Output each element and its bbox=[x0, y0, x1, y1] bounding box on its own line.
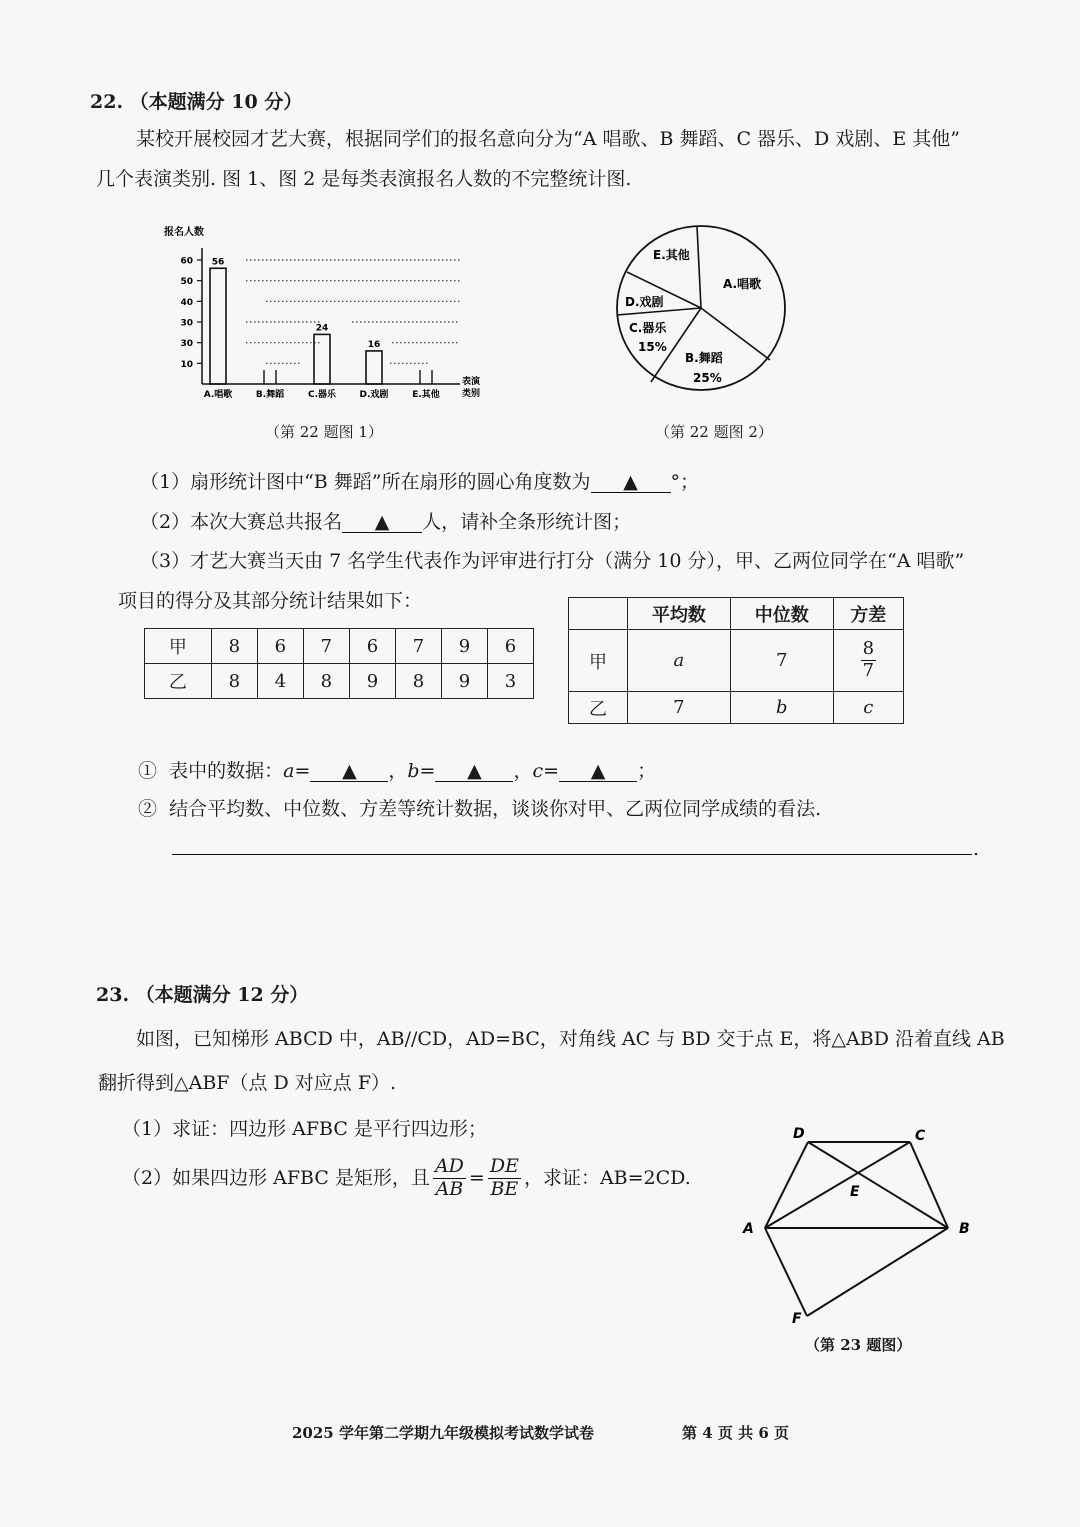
fig1-caption: （第 22 题图 1） bbox=[265, 423, 383, 441]
stat-row-jia bbox=[569, 630, 904, 692]
category-label: A.唱歌 bbox=[203, 390, 233, 400]
q22-part1-end: °； bbox=[670, 471, 700, 493]
x-axis-label-line1: 表演 bbox=[462, 377, 481, 387]
segment-bd bbox=[808, 1142, 948, 1228]
bar-chart-ylabel: 报名人数 bbox=[164, 227, 204, 238]
score-cell: 6 bbox=[349, 629, 395, 664]
stat-jia-mean: a bbox=[628, 630, 731, 692]
sub1-number: ① bbox=[138, 760, 158, 782]
fig2-caption: （第 22 题图 2） bbox=[655, 423, 773, 441]
sub1-b-blank[interactable]: ▲ bbox=[435, 762, 513, 782]
q22-intro-line1: 某校开展校园才艺大赛，根据同学们的报名意向分为“A 唱歌、B 舞蹈、C 器乐、D 戏剧、E 其他” bbox=[136, 128, 960, 150]
sub1-a-label: a= bbox=[283, 760, 311, 782]
category-label: C.器乐 bbox=[307, 390, 337, 400]
sub1-sep: ， bbox=[513, 760, 533, 782]
q22-part1-text: （1）扇形统计图中“B 舞蹈”所在扇形的圆心角度数为 bbox=[140, 471, 591, 493]
q22-part2-blank[interactable]: ▲ bbox=[342, 513, 422, 533]
pie-label-e: E.其他 bbox=[653, 248, 690, 262]
variance-denominator: 7 bbox=[862, 660, 875, 681]
point-label-d: D bbox=[793, 1126, 805, 1142]
frac2-numerator: DE bbox=[489, 1155, 519, 1177]
q23-part2-pre: （2）如果四边形 AFBC 是矩形，且 bbox=[122, 1166, 430, 1189]
score-cell: 7 bbox=[395, 629, 441, 664]
y-tick-label: 30 bbox=[180, 318, 193, 329]
pie-label-d: D.戏剧 bbox=[625, 295, 664, 309]
score-row-yi bbox=[145, 664, 534, 699]
stat-yi-variance: c bbox=[833, 692, 903, 724]
q23-line1: 如图，已知梯形 ABCD 中，AB//CD，AD=BC，对角线 AC 与 BD 交于点 E，将△ABD 沿着直线 AB bbox=[136, 1028, 1005, 1050]
score-row-jia bbox=[145, 629, 534, 664]
stat-yi-mean: 7 bbox=[628, 692, 731, 724]
segment-cb bbox=[910, 1142, 948, 1228]
variance-fraction bbox=[861, 639, 876, 681]
stat-jia-name: 甲 bbox=[569, 630, 628, 692]
category-label: B.舞蹈 bbox=[255, 390, 285, 400]
sub2-number: ② bbox=[138, 798, 158, 820]
point-label-a: A bbox=[743, 1221, 754, 1237]
point-label-b: B bbox=[959, 1221, 970, 1237]
y-tick-label: 40 bbox=[180, 297, 193, 308]
score-cell: 7 bbox=[303, 629, 349, 664]
point-label-c: C bbox=[915, 1128, 926, 1144]
stat-table bbox=[568, 597, 904, 724]
q22-intro-line2: 几个表演类别. 图 1、图 2 是每类表演报名人数的不完整统计图. bbox=[96, 168, 632, 190]
x-axis-label-line2: 类别 bbox=[462, 389, 481, 399]
sub2-text: 结合平均数、中位数、方差等统计数据，谈谈你对甲、乙两位同学成绩的看法. bbox=[169, 798, 822, 820]
y-tick-label: 60 bbox=[180, 256, 193, 267]
footer-page-number: 第 4 页 共 6 页 bbox=[682, 1424, 789, 1442]
q22-sub2 bbox=[138, 800, 821, 819]
stat-header-median: 中位数 bbox=[730, 598, 833, 630]
sub1-b-label: b= bbox=[407, 760, 436, 782]
sub2-answer-period: . bbox=[973, 838, 980, 860]
stat-yi-name: 乙 bbox=[569, 692, 628, 724]
y-tick-label: 10 bbox=[180, 359, 193, 370]
pie-label-b: B.舞蹈 bbox=[685, 351, 723, 365]
frac1-numerator: AD bbox=[434, 1155, 464, 1177]
sub1-c-blank[interactable]: ▲ bbox=[559, 762, 637, 782]
stat-header-variance: 方差 bbox=[833, 598, 903, 630]
q22-part1-blank[interactable]: ▲ bbox=[591, 473, 671, 493]
equals-sign: = bbox=[468, 1166, 485, 1189]
sub1-end: ； bbox=[637, 760, 657, 782]
frac2-denominator: BE bbox=[490, 1177, 519, 1200]
bar-value-label: 56 bbox=[211, 257, 225, 268]
score-table bbox=[144, 628, 534, 699]
q23-part2-post: ，求证：AB=2CD. bbox=[523, 1166, 691, 1189]
y-tick-label: 30 bbox=[180, 339, 193, 350]
bar bbox=[366, 351, 382, 384]
score-cell: 3 bbox=[487, 664, 533, 699]
stat-header-row bbox=[569, 598, 904, 630]
score-cell: 4 bbox=[257, 664, 303, 699]
fig23-caption: （第 23 题图） bbox=[805, 1336, 912, 1354]
stat-yi-median: b bbox=[730, 692, 833, 724]
sub1-c-label: c= bbox=[532, 760, 560, 782]
pie-divider-ae bbox=[697, 226, 701, 308]
q22-sub1 bbox=[138, 762, 656, 782]
pie-chart bbox=[605, 222, 795, 397]
bar-value-label: 16 bbox=[367, 339, 381, 350]
pie-label-c: C.器乐 bbox=[629, 321, 667, 335]
q22-part2-end: 人，请补全条形统计图； bbox=[422, 511, 632, 533]
bar bbox=[314, 334, 330, 384]
score-cell: 9 bbox=[441, 664, 487, 699]
footer-exam-title: 2025 学年第二学期九年级模拟考试数学试卷 bbox=[292, 1424, 594, 1442]
score-cell: 8 bbox=[395, 664, 441, 699]
score-cell: 8 bbox=[303, 664, 349, 699]
category-label: E.其他 bbox=[412, 390, 440, 400]
sub1-a-blank[interactable]: ▲ bbox=[310, 762, 388, 782]
category-label: D.戏剧 bbox=[359, 390, 389, 400]
pie-percent-c: 15% bbox=[638, 340, 667, 354]
score-cell: 8 bbox=[211, 664, 257, 699]
segment-af bbox=[765, 1228, 807, 1316]
pie-label-a: A.唱歌 bbox=[723, 277, 762, 291]
point-label-f: F bbox=[792, 1311, 802, 1327]
score-cell: 9 bbox=[441, 629, 487, 664]
point-label-e: E bbox=[850, 1184, 860, 1200]
y-tick-label: 50 bbox=[180, 277, 193, 288]
stat-jia-median: 7 bbox=[730, 630, 833, 692]
geometry-figure bbox=[735, 1120, 975, 1330]
q22-part1 bbox=[140, 473, 699, 493]
bar-value-label: 24 bbox=[315, 323, 329, 334]
sub2-answer-line[interactable] bbox=[172, 854, 972, 855]
q23-part2 bbox=[122, 1156, 691, 1201]
stat-jia-variance bbox=[833, 630, 903, 692]
stat-row-yi bbox=[569, 692, 904, 724]
score-cell: 乙 bbox=[145, 664, 212, 699]
q22-part2-text: （2）本次大赛总共报名 bbox=[140, 511, 343, 533]
q23-header: 23. （本题满分 12 分） bbox=[96, 984, 309, 1006]
score-cell: 6 bbox=[487, 629, 533, 664]
fraction-de-be bbox=[488, 1156, 521, 1201]
q22-part3-line1: （3）才艺大赛当天由 7 名学生代表作为评审进行打分（满分 10 分），甲、乙两位同学在“A 唱歌” bbox=[140, 550, 965, 572]
fraction-ad-ab bbox=[433, 1156, 466, 1201]
segment-fb bbox=[807, 1228, 948, 1316]
pie-divider-cd bbox=[617, 308, 701, 315]
q23-line2: 翻折得到△ABF（点 D 对应点 F）. bbox=[98, 1072, 397, 1094]
score-cell: 6 bbox=[257, 629, 303, 664]
bar bbox=[210, 268, 226, 384]
frac1-denominator: AB bbox=[435, 1177, 464, 1200]
sub1-sep: ， bbox=[388, 760, 408, 782]
pie-percent-b: 25% bbox=[693, 371, 722, 385]
score-cell: 9 bbox=[349, 664, 395, 699]
q23-part1: （1）求证：四边形 AFBC 是平行四边形； bbox=[122, 1118, 487, 1140]
stat-header-empty bbox=[569, 598, 628, 630]
q22-part3-line2: 项目的得分及其部分统计结果如下： bbox=[118, 590, 423, 612]
stat-header-mean: 平均数 bbox=[628, 598, 731, 630]
score-cell: 8 bbox=[211, 629, 257, 664]
score-cell: 甲 bbox=[145, 629, 212, 664]
q22-part2 bbox=[140, 513, 631, 533]
sub1-text: 表中的数据： bbox=[169, 760, 284, 782]
bar-chart bbox=[160, 220, 500, 410]
variance-numerator: 8 bbox=[862, 638, 875, 660]
q22-header: 22. （本题满分 10 分） bbox=[90, 91, 303, 113]
